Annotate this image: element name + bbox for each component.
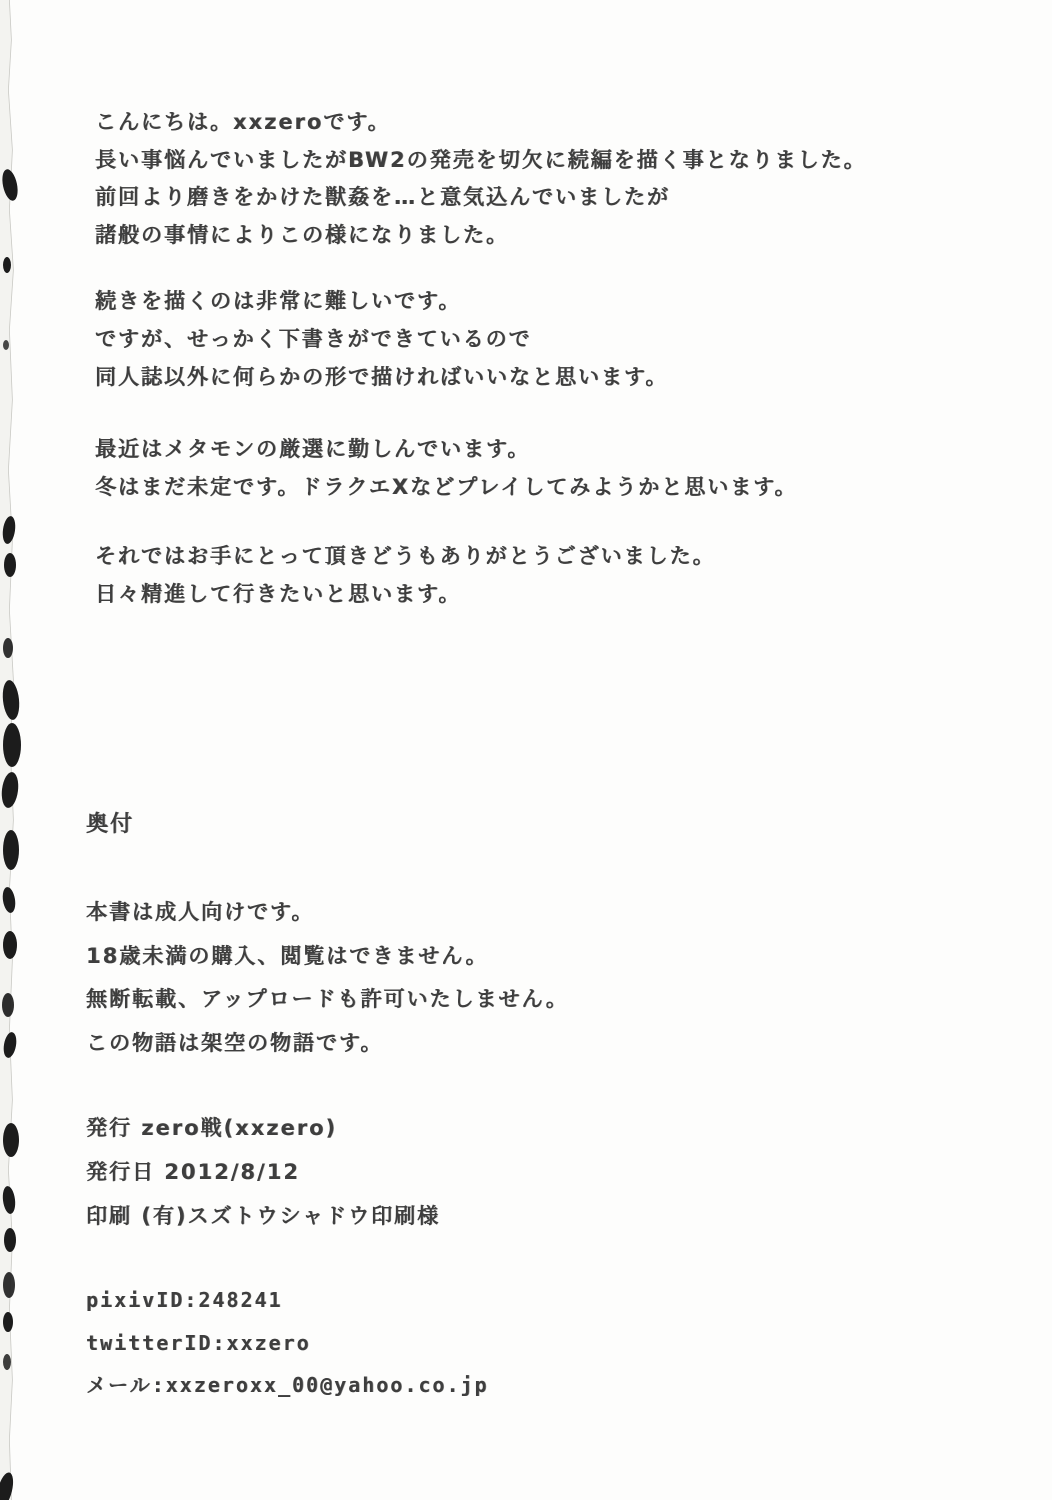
- text-line: 同人誌以外に何らかの形で描ければいいなと思います。: [95, 365, 669, 389]
- afterword-paragraph-thanks: [95, 537, 716, 613]
- publish-date-line: 発行日 2012/8/12: [86, 1160, 300, 1184]
- text-line: ですが、せっかく下書きができているので: [95, 327, 532, 351]
- text-line: 長い事悩んでいましたがBW2の発売を切欠に続編を描く事となりました。: [95, 147, 867, 172]
- text-line: こんにちは。xxzeroです。: [95, 110, 391, 134]
- binding-ink-blobs: [0, 168, 21, 1500]
- text-line: 最近はメタモンの厳選に勤しんでいます。: [95, 437, 531, 461]
- text-line: 続きを描くのは非常に難しいです。: [95, 289, 462, 313]
- colophon-contact-info: [86, 1279, 489, 1407]
- email-line: メール:xxzeroxx_00@yahoo.co.jp: [86, 1373, 489, 1397]
- afterword-paragraph-sequel: [95, 282, 668, 396]
- colophon-publication-info: [86, 1106, 440, 1238]
- afterword-paragraph-greeting: [95, 104, 867, 254]
- afterword-paragraph-recent: [95, 430, 798, 506]
- torn-page-edge-artifact: [0, 0, 30, 1500]
- text-line: 無断転載、アップロードも許可いたしません。: [86, 987, 569, 1011]
- text-line: 冬はまだ未定です。ドラクエXなどプレイしてみようかと思います。: [95, 475, 798, 499]
- pixiv-id-line: pixivID:248241: [86, 1288, 283, 1312]
- colophon-notice: [86, 891, 569, 1065]
- text-line: 前回より磨きをかけた獣姦を…と意気込んでいましたが: [95, 185, 670, 210]
- colophon-heading: 奥付: [86, 812, 135, 837]
- text-line: 日々精進して行きたいと思います。: [95, 582, 462, 606]
- text-line: 本書は成人向けです。: [86, 900, 315, 924]
- publisher-line: 発行 zero戦(xxzero): [86, 1116, 338, 1140]
- text-line: 18歳未満の購入、閲覧はできません。: [86, 943, 489, 968]
- twitter-id-line: twitterID:xxzero: [86, 1330, 311, 1355]
- text-line: 諸般の事情によりこの様になりました。: [95, 222, 509, 247]
- text-line: この物語は架空の物語です。: [86, 1030, 384, 1055]
- printer-line: 印刷 (有)スズトウシャドウ印刷様: [86, 1204, 441, 1228]
- text-line: それではお手にとって頂きどうもありがとうございました。: [95, 544, 716, 568]
